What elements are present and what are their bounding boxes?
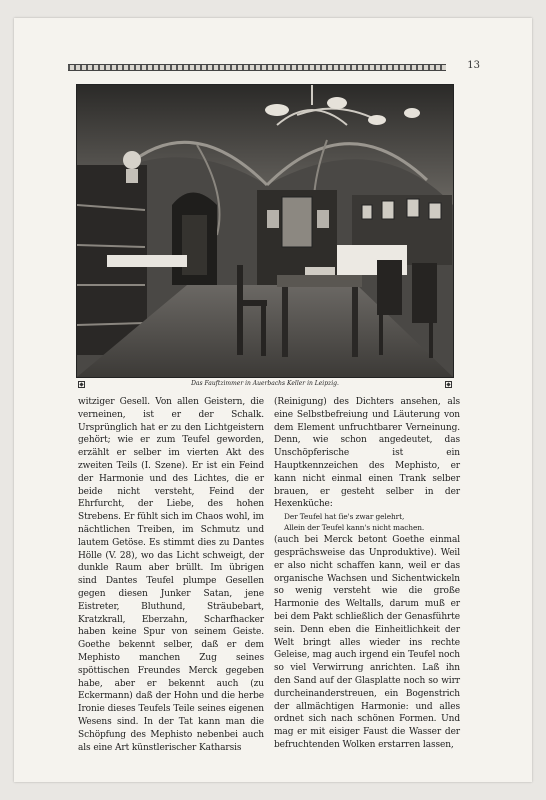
ornament-square-icon <box>445 381 452 388</box>
verse-line: Der Teufel hat ſie's zwar gelehrt, <box>284 512 405 522</box>
header-ornament-rule <box>68 64 446 71</box>
text-column-right <box>274 396 460 752</box>
cellar-illustration <box>77 85 453 377</box>
page-number: 13 <box>467 60 480 71</box>
figure-caption: Das Fauftzimmer in Auerbachs Keller in Leipzig. <box>191 380 339 387</box>
figure-caption-row <box>76 380 454 392</box>
verse-line: Allein der Teufel kann's nicht machen. <box>284 523 425 533</box>
body-paragraph: (auch bei Merck betont Goethe einmal gesprächsweise das Unproduktive). Weil er also nicht schaffen kann, weil er das organische Wachsen und Sichentwickeln so wenig versteht wie die große Harmonie des Weltalls, darum muß er bei dem Pakt schließlich der Genasführte sein. Denn eben die Einheitlichkeit der Welt bringt alles wieder ins rechte Geleise, mag auch irgend ein Teufel noch so viel Verwirrung anrichten. Laß ihn den Sand auf der Glasplatte noch so wirr durcheinanderstreuen, ein Bogenstrich der allmächtigen Harmonie: und alles ordnet sich nach schönen Formen. Und mag er mit eisiger Faust die Wasser der befruchtenden Wolken erstarren lassen, <box>274 535 460 750</box>
cellar-photograph <box>76 84 454 378</box>
body-paragraph: (Reinigung) des Dichters ansehen, als eine Selbstbefreiung und Läuterung von dem Element unfruchtbarer Verneinung. Denn, wie schon angedeutet, das Unschöpferische ist ein Hauptkennzeichen des Mephisto, er kann nicht einmal einen Trank selber brauen, er gesteht selber in der Hexenküche: <box>274 397 460 510</box>
page-sheet <box>14 18 532 782</box>
text-columns <box>78 396 466 753</box>
page-header <box>68 60 480 76</box>
text-column-left <box>78 396 264 754</box>
body-paragraph: witziger Gesell. Von allen Geistern, die verneinen, ist er der Schalk. Ursprünglich hat er zu den Lichtgeistern gehört; wie er zum Teufel geworden, erzählt er selber im vierten Akt des zweiten Teils (I. Szene). Er ist ein Feind der Harmonie und des Lichtes, die er beide nicht versteht, Feind der Ehrfurcht, der Liebe, des hohen Strebens. Er fühlt sich im Chaos wohl, im nächtlichen Treiben, im Schmutz und lautem Getöse. Es stimmt dies zu Dantes Hölle (V. 28), wo das Licht schweigt, der dunkle Raum aber brüllt. Im übrigen sind Dantes Teufel plumpe Gesellen gegen diesen Junker Satan, jene Eistreter, Bluthund, Sträubebart, Kratzkrall, Eberzahn, Scharfhacker haben keine Spur von seinem Geiste. Goethe bekennt selber, daß er dem Mephisto manchen Zug seines spöttischen Freundes Merck gegeben habe, aber er bekennt auch (zu Eckermann) daß der Hohn und die herbe Ironie dieses Teufels Teile seines eigenen Wesens sind. In der Tat kann man die Schöpfung des Mephisto nebenbei auch als eine Art künstlerischer Katharsis <box>78 397 264 753</box>
